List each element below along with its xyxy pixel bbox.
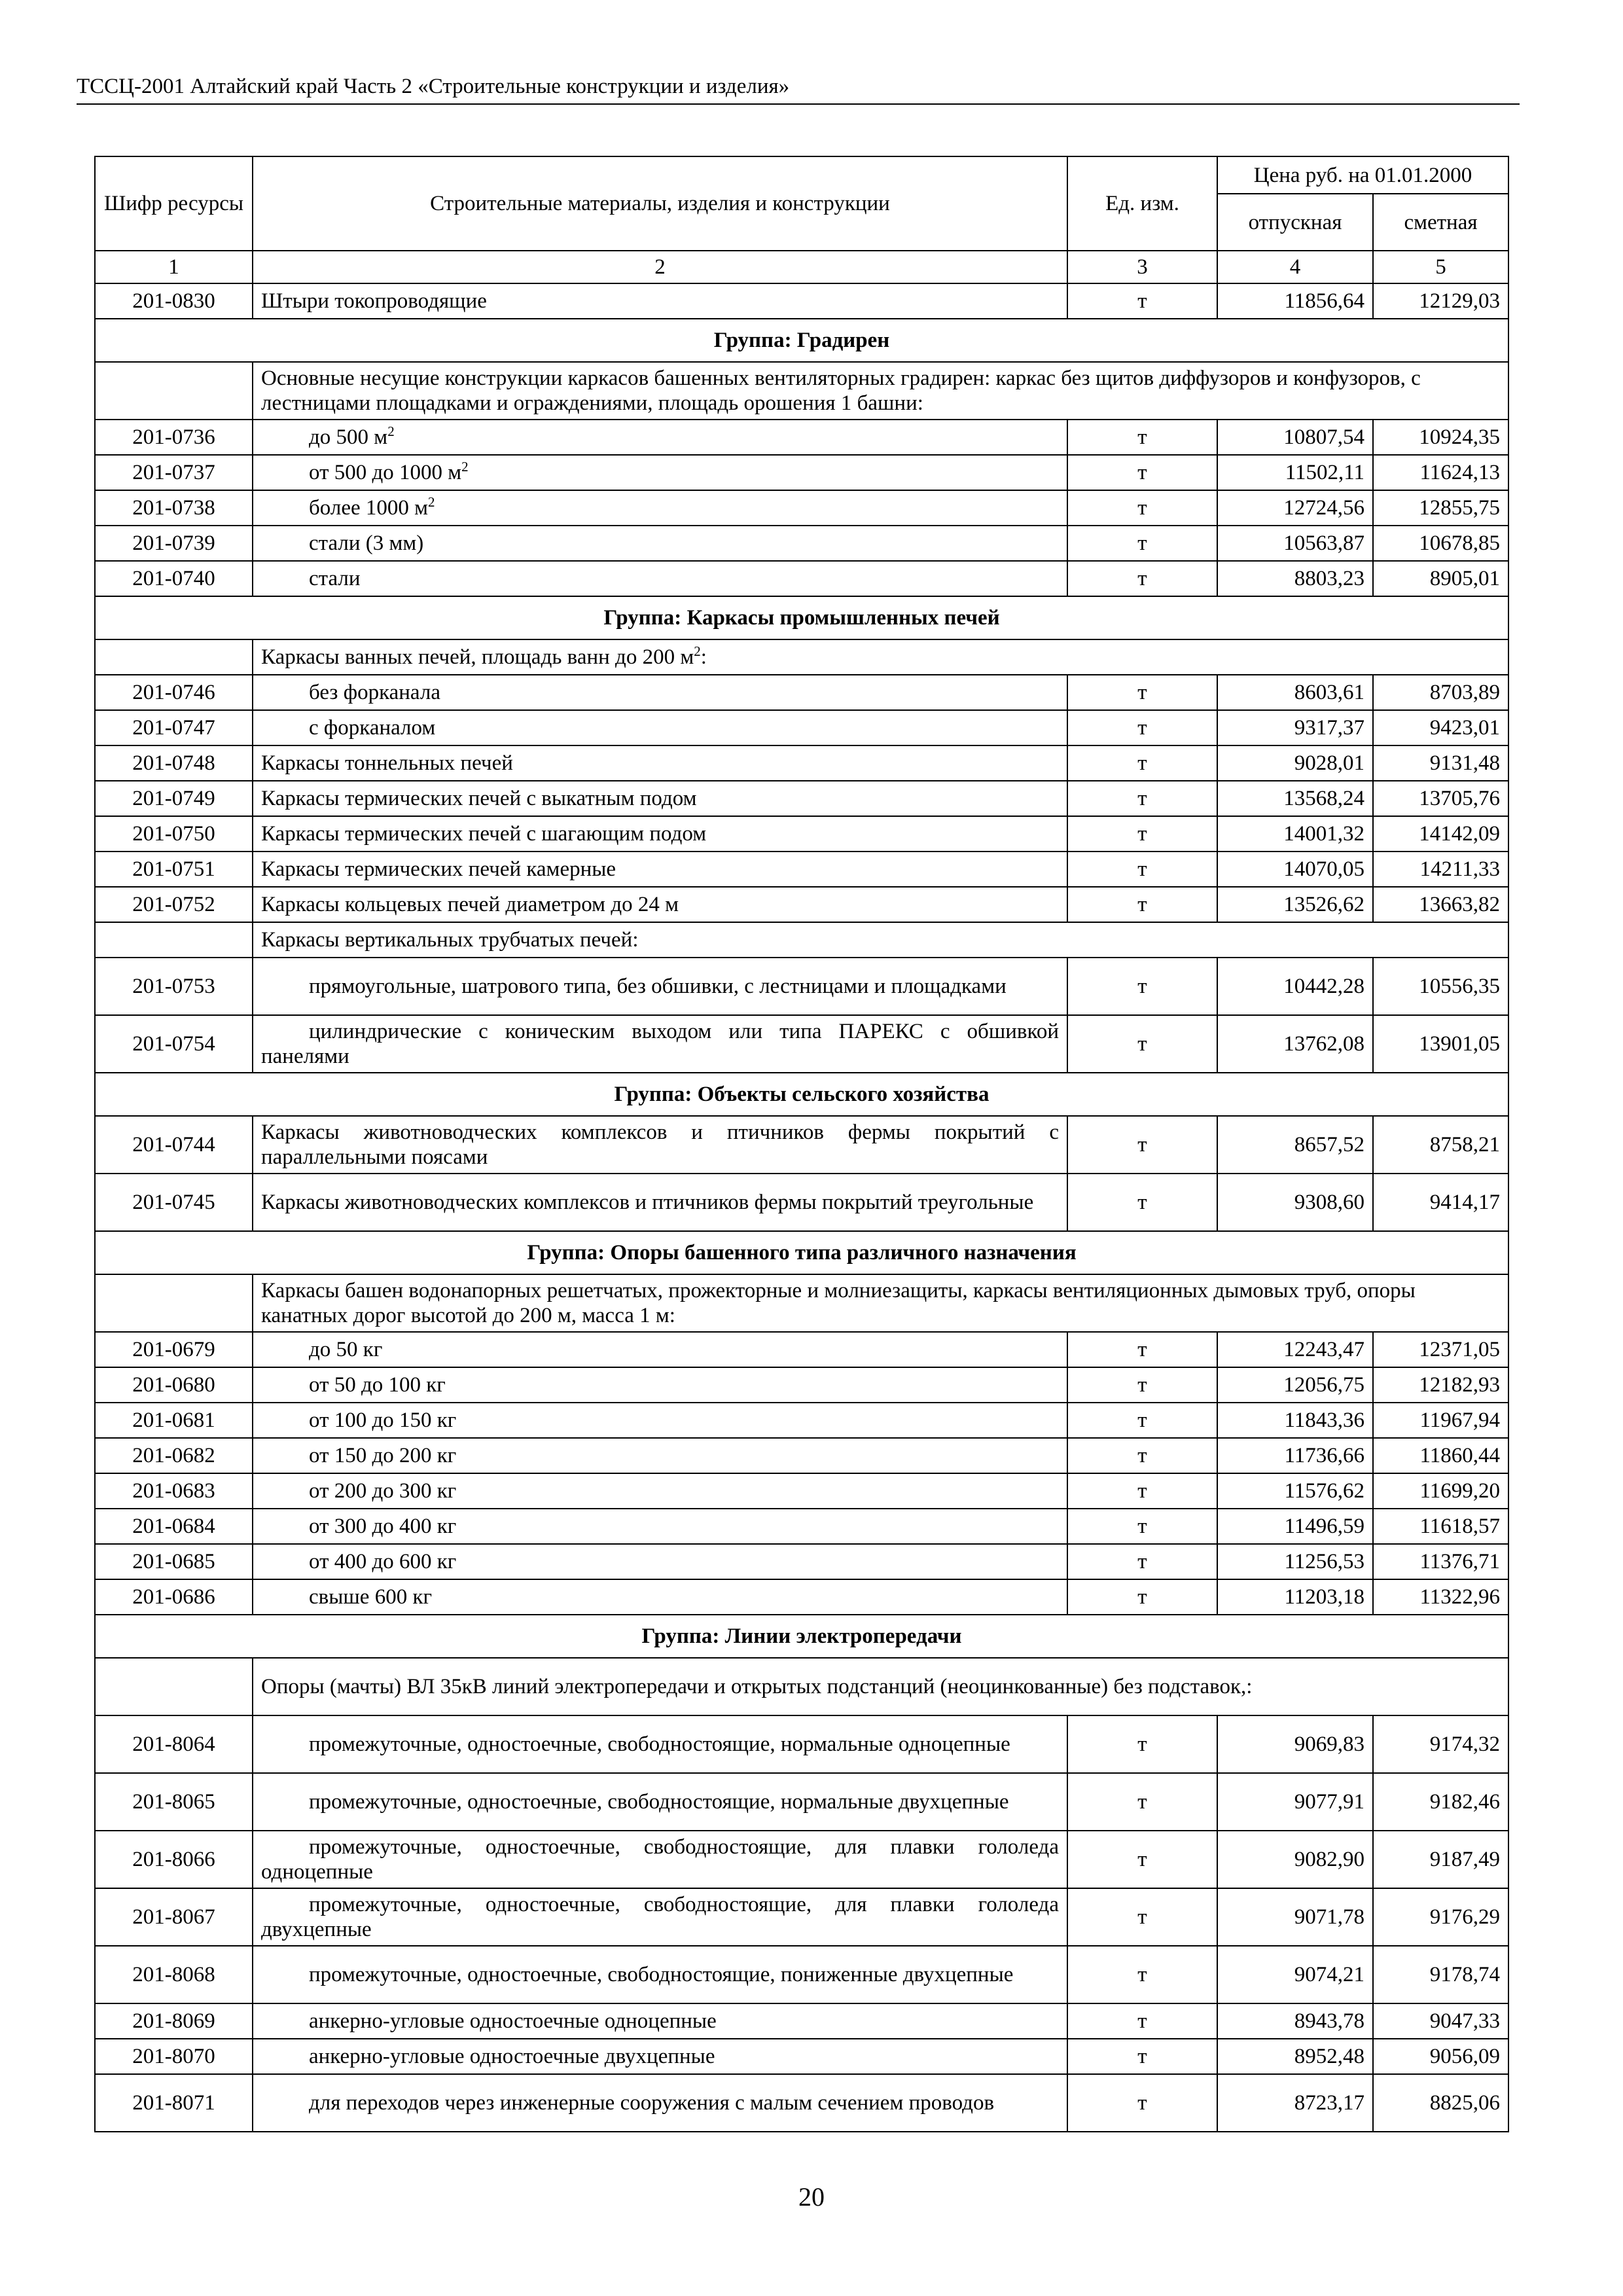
item-name-text: промежуточные, одностоечные, свободностоящие, для плавки гололеда одноцепные (261, 1835, 1059, 1884)
item-name (253, 710, 1067, 745)
group-heading: Группа: Линии электропередачи (95, 1615, 1508, 1658)
price-estimate: 14142,09 (1373, 816, 1508, 852)
price-estimate: 12855,75 (1373, 490, 1508, 526)
header-unit: Ед. изм. (1067, 156, 1217, 251)
item-name-text: до 500 м (309, 425, 388, 449)
price-release: 8943,78 (1217, 2003, 1373, 2039)
section-row (95, 1658, 1508, 1715)
table-row (95, 1831, 1508, 1888)
table-row (95, 675, 1508, 710)
item-name (253, 675, 1067, 710)
unit: т (1067, 1773, 1217, 1831)
item-name (253, 420, 1067, 455)
price-estimate: 9047,33 (1373, 2003, 1508, 2039)
superscript: 2 (461, 459, 469, 475)
resource-code: 201-0740 (95, 561, 253, 596)
resource-code: 201-0686 (95, 1579, 253, 1615)
item-name (253, 958, 1067, 1015)
item-name-text: от 500 до 1000 м (309, 461, 462, 484)
column-number-row (95, 251, 1508, 283)
table-row (95, 1367, 1508, 1403)
price-estimate: 9182,46 (1373, 1773, 1508, 1831)
page-number: 20 (798, 2182, 825, 2212)
section-code-empty (95, 639, 253, 675)
unit: т (1067, 1473, 1217, 1509)
item-name (253, 283, 1067, 319)
item-name (253, 2003, 1067, 2039)
price-release: 10442,28 (1217, 958, 1373, 1015)
group-heading: Группа: Опоры башенного типа различного назначения (95, 1231, 1508, 1274)
section-description (253, 1658, 1508, 1715)
price-estimate: 14211,33 (1373, 852, 1508, 887)
item-name-text: от 50 до 100 кг (309, 1373, 446, 1397)
group-heading-row (95, 1231, 1508, 1274)
resource-code: 201-0736 (95, 420, 253, 455)
section-code-empty (95, 922, 253, 958)
resource-code: 201-0681 (95, 1403, 253, 1438)
price-release: 8723,17 (1217, 2074, 1373, 2132)
item-name (253, 1438, 1067, 1473)
unit: т (1067, 2003, 1217, 2039)
price-release: 9077,91 (1217, 1773, 1373, 1831)
resource-code: 201-0750 (95, 816, 253, 852)
resource-code: 201-8065 (95, 1773, 253, 1831)
table-row (95, 958, 1508, 1015)
item-name-text: анкерно-угловые одностоечные двухцепные (309, 2045, 715, 2068)
header-price-estimate: сметная (1373, 194, 1508, 251)
price-estimate: 9423,01 (1373, 710, 1508, 745)
item-name (253, 455, 1067, 490)
table-row (95, 1473, 1508, 1509)
unit: т (1067, 1544, 1217, 1579)
section-row (95, 362, 1508, 420)
price-estimate: 9056,09 (1373, 2039, 1508, 2074)
table-header-row (95, 156, 1508, 194)
price-estimate: 9187,49 (1373, 1831, 1508, 1888)
price-release: 14001,32 (1217, 816, 1373, 852)
price-release: 14070,05 (1217, 852, 1373, 887)
item-name-text: Каркасы термических печей камерные (261, 857, 616, 881)
unit: т (1067, 1015, 1217, 1073)
table-row (95, 1174, 1508, 1231)
price-release: 13526,62 (1217, 887, 1373, 922)
resource-code: 201-8068 (95, 1946, 253, 2003)
resource-code: 201-8069 (95, 2003, 253, 2039)
price-release: 12056,75 (1217, 1367, 1373, 1403)
item-name-text: стали (3 мм) (309, 531, 424, 555)
unit: т (1067, 2074, 1217, 2132)
price-estimate: 8825,06 (1373, 2074, 1508, 2132)
table-row (95, 1509, 1508, 1544)
unit: т (1067, 490, 1217, 526)
price-release: 9074,21 (1217, 1946, 1373, 2003)
resource-code: 201-0744 (95, 1116, 253, 1174)
header-name: Строительные материалы, изделия и конструкции (253, 156, 1067, 251)
price-release: 8952,48 (1217, 2039, 1373, 2074)
unit: т (1067, 2039, 1217, 2074)
price-release: 9317,37 (1217, 710, 1373, 745)
price-estimate: 13901,05 (1373, 1015, 1508, 1073)
superscript: 2 (387, 423, 395, 439)
section-code-empty (95, 1658, 253, 1715)
price-release: 11856,64 (1217, 283, 1373, 319)
group-heading-row (95, 1615, 1508, 1658)
item-name (253, 1116, 1067, 1174)
section-row (95, 922, 1508, 958)
item-name (253, 816, 1067, 852)
resource-code: 201-0679 (95, 1332, 253, 1367)
price-release: 11502,11 (1217, 455, 1373, 490)
table-row (95, 710, 1508, 745)
item-name (253, 1544, 1067, 1579)
price-estimate: 9178,74 (1373, 1946, 1508, 2003)
item-name-text: промежуточные, одностоечные, свободностоящие, нормальные одноцепные (309, 1732, 1010, 1756)
item-name-text: от 100 до 150 кг (309, 1408, 457, 1432)
item-name (253, 1579, 1067, 1615)
item-name-text: Каркасы кольцевых печей диаметром до 24 м (261, 893, 679, 916)
price-estimate: 8758,21 (1373, 1116, 1508, 1174)
item-name-text: для переходов через инженерные сооружения с малым сечением проводов (309, 2091, 995, 2115)
item-name (253, 561, 1067, 596)
item-name-text: без форканала (309, 681, 440, 704)
resource-code: 201-8064 (95, 1715, 253, 1773)
item-name-text: от 200 до 300 кг (309, 1479, 457, 1503)
item-name-text: Каркасы термических печей с выкатным подом (261, 787, 697, 810)
resource-code: 201-0737 (95, 455, 253, 490)
resource-code: 201-0751 (95, 852, 253, 887)
resource-code: 201-8071 (95, 2074, 253, 2132)
section-code-empty (95, 1274, 253, 1332)
price-estimate: 11967,94 (1373, 1403, 1508, 1438)
group-heading-row (95, 596, 1508, 639)
price-release: 9069,83 (1217, 1715, 1373, 1773)
unit: т (1067, 1946, 1217, 2003)
resource-code: 201-0753 (95, 958, 253, 1015)
item-name (253, 1403, 1067, 1438)
price-release: 12243,47 (1217, 1332, 1373, 1367)
price-estimate: 9131,48 (1373, 745, 1508, 781)
group-heading-row (95, 319, 1508, 362)
table-row (95, 852, 1508, 887)
price-estimate: 8905,01 (1373, 561, 1508, 596)
price-release: 10807,54 (1217, 420, 1373, 455)
price-estimate: 11618,57 (1373, 1509, 1508, 1544)
item-name (253, 852, 1067, 887)
item-name (253, 2039, 1067, 2074)
group-heading-row (95, 1073, 1508, 1116)
resource-code: 201-0680 (95, 1367, 253, 1403)
table-row (95, 561, 1508, 596)
table-row (95, 490, 1508, 526)
item-name (253, 490, 1067, 526)
unit: т (1067, 887, 1217, 922)
item-name (253, 1831, 1067, 1888)
price-release: 11496,59 (1217, 1509, 1373, 1544)
superscript: 2 (428, 494, 435, 510)
resource-code: 201-0752 (95, 887, 253, 922)
resource-code: 201-0684 (95, 1509, 253, 1544)
resource-code: 201-0748 (95, 745, 253, 781)
unit: т (1067, 675, 1217, 710)
item-name-text: свыше 600 кг (309, 1585, 433, 1609)
item-name-text: более 1000 м (309, 496, 428, 520)
price-release: 12724,56 (1217, 490, 1373, 526)
price-release: 11736,66 (1217, 1438, 1373, 1473)
item-name-text: Каркасы термических печей с шагающим подом (261, 822, 707, 846)
table-row (95, 1888, 1508, 1946)
column-number: 3 (1067, 251, 1217, 283)
item-name (253, 1174, 1067, 1231)
table-row (95, 1116, 1508, 1174)
item-name (253, 2074, 1067, 2132)
item-name (253, 745, 1067, 781)
column-number: 5 (1373, 251, 1508, 283)
item-name-text: цилиндрические с коническим выходом или типа ПАРЕКС с обшивкой панелями (261, 1020, 1059, 1068)
table-row (95, 283, 1508, 319)
superscript: 2 (694, 643, 701, 659)
item-name (253, 781, 1067, 816)
item-name (253, 1773, 1067, 1831)
item-name-text: Каркасы животноводческих комплексов и птичников фермы покрытий с параллельными поясами (261, 1121, 1059, 1169)
resource-code: 201-0738 (95, 490, 253, 526)
price-release: 11203,18 (1217, 1579, 1373, 1615)
table-row (95, 420, 1508, 455)
price-estimate: 9174,32 (1373, 1715, 1508, 1773)
table-row (95, 745, 1508, 781)
section-text: Каркасы башен водонапорных решетчатых, прожекторные и молниезащиты, каркасы вентиляционных дымовых труб, опоры канатных дорог высотой до 200 м, масса 1 м: (261, 1279, 1416, 1327)
unit: т (1067, 1579, 1217, 1615)
section-description (253, 362, 1508, 420)
table-row (95, 2039, 1508, 2074)
unit: т (1067, 816, 1217, 852)
resource-code: 201-0749 (95, 781, 253, 816)
unit: т (1067, 1831, 1217, 1888)
item-name-text: прямоугольные, шатрового типа, без обшивки, с лестницами и площадками (309, 975, 1007, 998)
price-estimate: 11699,20 (1373, 1473, 1508, 1509)
unit: т (1067, 1509, 1217, 1544)
table-row (95, 455, 1508, 490)
table-row (95, 1544, 1508, 1579)
item-name (253, 1332, 1067, 1367)
item-name (253, 1715, 1067, 1773)
table-row (95, 526, 1508, 561)
price-release: 11576,62 (1217, 1473, 1373, 1509)
unit: т (1067, 420, 1217, 455)
price-release: 9082,90 (1217, 1831, 1373, 1888)
unit: т (1067, 710, 1217, 745)
table-row (95, 1438, 1508, 1473)
table-row (95, 1015, 1508, 1073)
header-price-group: Цена руб. на 01.01.2000 (1217, 156, 1508, 194)
item-name (253, 1473, 1067, 1509)
column-number: 4 (1217, 251, 1373, 283)
item-name-text: Каркасы животноводческих комплексов и птичников фермы покрытий треугольные (261, 1191, 1034, 1214)
item-name (253, 1015, 1067, 1073)
price-estimate: 10924,35 (1373, 420, 1508, 455)
section-code-empty (95, 362, 253, 420)
item-name-text: стали (309, 567, 361, 590)
price-estimate: 11624,13 (1373, 455, 1508, 490)
price-release: 8803,23 (1217, 561, 1373, 596)
price-estimate: 9176,29 (1373, 1888, 1508, 1946)
table-row (95, 781, 1508, 816)
price-release: 9308,60 (1217, 1174, 1373, 1231)
table-row (95, 887, 1508, 922)
resource-code: 201-0830 (95, 283, 253, 319)
item-name-text: от 300 до 400 кг (309, 1515, 457, 1538)
table-row (95, 2074, 1508, 2132)
unit: т (1067, 781, 1217, 816)
unit: т (1067, 1403, 1217, 1438)
price-estimate: 9414,17 (1373, 1174, 1508, 1231)
header-code: Шифр ресурсы (95, 156, 253, 251)
item-name-text: промежуточные, одностоечные, свободностоящие, нормальные двухцепные (309, 1790, 1009, 1814)
table-row (95, 1403, 1508, 1438)
price-estimate: 12371,05 (1373, 1332, 1508, 1367)
document-header: ТССЦ-2001 Алтайский край Часть 2 «Строительные конструкции и изделия» (77, 72, 1520, 105)
price-estimate: 12129,03 (1373, 283, 1508, 319)
table-row (95, 1332, 1508, 1367)
price-estimate: 13663,82 (1373, 887, 1508, 922)
unit: т (1067, 1174, 1217, 1231)
table-row (95, 816, 1508, 852)
price-release: 8603,61 (1217, 675, 1373, 710)
price-release: 11256,53 (1217, 1544, 1373, 1579)
header-price-release: отпускная (1217, 194, 1373, 251)
unit: т (1067, 1888, 1217, 1946)
item-name-text: промежуточные, одностоечные, свободностоящие, для плавки гололеда двухцепные (261, 1893, 1059, 1941)
table-row (95, 1946, 1508, 2003)
column-number: 1 (95, 251, 253, 283)
section-description (253, 639, 1508, 675)
item-name-text: промежуточные, одностоечные, свободностоящие, пониженные двухцепные (309, 1963, 1014, 1986)
item-name (253, 1367, 1067, 1403)
unit: т (1067, 745, 1217, 781)
unit: т (1067, 1438, 1217, 1473)
price-release: 13568,24 (1217, 781, 1373, 816)
resource-code: 201-8070 (95, 2039, 253, 2074)
unit: т (1067, 526, 1217, 561)
price-estimate: 8703,89 (1373, 675, 1508, 710)
price-estimate: 11322,96 (1373, 1579, 1508, 1615)
resource-code: 201-0745 (95, 1174, 253, 1231)
section-text: Опоры (мачты) ВЛ 35кВ линий электропередачи и открытых подстанций (неоцинкованные) без подставок,: (261, 1675, 1253, 1698)
item-name-text: с форканалом (309, 716, 436, 740)
column-number: 2 (253, 251, 1067, 283)
section-text: Основные несущие конструкции каркасов башенных вентиляторных градирен: каркас без щитов диффузоров и конфузоров, с лестницами площадками и ограждениями, площадь орошения 1 башни: (261, 367, 1421, 415)
price-release: 8657,52 (1217, 1116, 1373, 1174)
price-estimate: 11860,44 (1373, 1438, 1508, 1473)
section-row (95, 639, 1508, 675)
section-text: Каркасы ванных печей, площадь ванн до 200 м (261, 645, 694, 669)
price-release: 13762,08 (1217, 1015, 1373, 1073)
group-heading: Группа: Объекты сельского хозяйства (95, 1073, 1508, 1116)
table-row (95, 2003, 1508, 2039)
item-name-text: до 50 кг (309, 1338, 383, 1361)
price-table (94, 156, 1509, 2132)
price-release: 10563,87 (1217, 526, 1373, 561)
price-release: 9071,78 (1217, 1888, 1373, 1946)
price-estimate: 13705,76 (1373, 781, 1508, 816)
unit: т (1067, 1715, 1217, 1773)
group-heading: Группа: Каркасы промышленных печей (95, 596, 1508, 639)
resource-code: 201-0682 (95, 1438, 253, 1473)
unit: т (1067, 958, 1217, 1015)
unit: т (1067, 852, 1217, 887)
resource-code: 201-0685 (95, 1544, 253, 1579)
item-name-text: Каркасы тоннельных печей (261, 751, 513, 775)
resource-code: 201-8067 (95, 1888, 253, 1946)
price-estimate: 12182,93 (1373, 1367, 1508, 1403)
item-name (253, 1946, 1067, 2003)
table-row (95, 1715, 1508, 1773)
section-description (253, 1274, 1508, 1332)
price-release: 11843,36 (1217, 1403, 1373, 1438)
price-release: 9028,01 (1217, 745, 1373, 781)
item-name-text: Штыри токопроводящие (261, 289, 487, 313)
table-row (95, 1773, 1508, 1831)
unit: т (1067, 561, 1217, 596)
item-name (253, 1888, 1067, 1946)
resource-code: 201-0747 (95, 710, 253, 745)
unit: т (1067, 1116, 1217, 1174)
table-row (95, 1579, 1508, 1615)
item-name (253, 526, 1067, 561)
unit: т (1067, 455, 1217, 490)
resource-code: 201-0683 (95, 1473, 253, 1509)
unit: т (1067, 1367, 1217, 1403)
group-heading: Группа: Градирен (95, 319, 1508, 362)
resource-code: 201-0746 (95, 675, 253, 710)
section-row (95, 1274, 1508, 1332)
price-estimate: 10678,85 (1373, 526, 1508, 561)
section-description (253, 922, 1508, 958)
item-name (253, 887, 1067, 922)
item-name-text: от 150 до 200 кг (309, 1444, 457, 1467)
price-estimate: 10556,35 (1373, 958, 1508, 1015)
item-name (253, 1509, 1067, 1544)
unit: т (1067, 283, 1217, 319)
price-estimate: 11376,71 (1373, 1544, 1508, 1579)
item-name-text: от 400 до 600 кг (309, 1550, 457, 1573)
section-suffix: : (700, 645, 707, 669)
resource-code: 201-8066 (95, 1831, 253, 1888)
section-text: Каркасы вертикальных трубчатых печей: (261, 928, 639, 952)
unit: т (1067, 1332, 1217, 1367)
resource-code: 201-0739 (95, 526, 253, 561)
item-name-text: анкерно-угловые одностоечные одноцепные (309, 2009, 717, 2033)
resource-code: 201-0754 (95, 1015, 253, 1073)
